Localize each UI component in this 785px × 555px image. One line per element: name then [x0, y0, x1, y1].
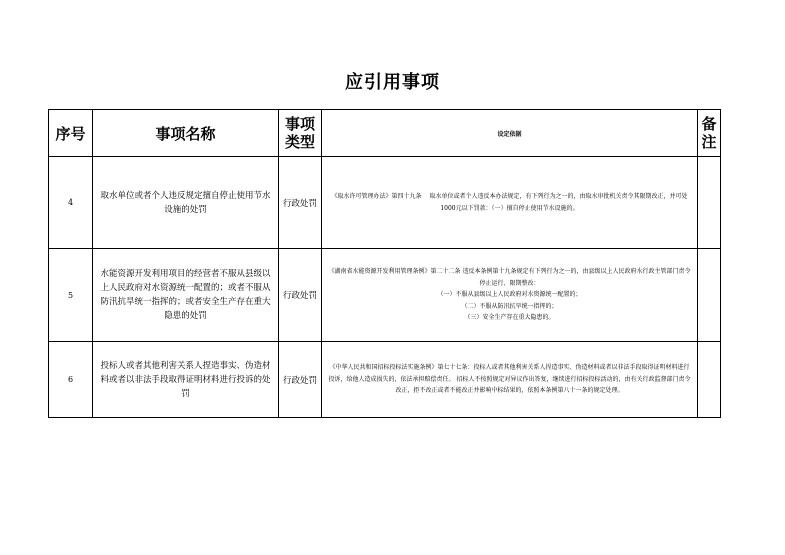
table-row — [49, 249, 721, 342]
header-note — [698, 110, 721, 157]
table-row — [49, 157, 721, 249]
row-name: 水能资源开发利用项目的经营者不服从县级以上人民政府对水资源统一配置的；或者不服从防汛抗旱统一指挥的；或者安全生产存在重大隐患的处罚 — [93, 249, 279, 342]
row-type: 行政处罚 — [279, 157, 322, 249]
header-note-line2: 注 — [701, 133, 717, 151]
header-note-line1: 备 — [701, 115, 717, 133]
row-basis — [322, 249, 698, 342]
row-name: 取水单位或者个人违反规定擅自停止使用节水设施的处罚 — [93, 157, 279, 249]
header-no: 序号 — [49, 110, 93, 157]
row-basis — [322, 157, 698, 249]
basis-line: （一）不服从县级以上人民政府对水资源统一配置的； — [437, 291, 582, 299]
header-type-line1: 事项 — [284, 115, 315, 133]
header-type — [279, 110, 322, 157]
header-basis: 设定依据 — [322, 110, 698, 157]
table-header-row — [49, 110, 721, 157]
row-basis — [322, 342, 698, 418]
row-note — [698, 342, 721, 418]
basis-line: （三）安全生产存在重大隐患的。 — [464, 314, 555, 322]
row-name: 投标人或者其他利害关系人捏造事实、伪造材料或者以非法手段取得证明材料进行投诉的处罚 — [93, 342, 279, 418]
header-name: 事项名称 — [93, 110, 279, 157]
basis-line: 《中华人民共和国招标投标法实施条例》第七十七条：投标人或者其他利害关系人捏造事实、伪造材料或者以非法手段取得证明材料进行投诉，给他人造成损失的，依法承担赔偿责任。 招标人不按照规定对异议作出答复，继续进行招标投标活动的，由有关行政监督部门责令改正，拒不改正或者不能改正并影响中标结果的，依照本条例第八十一条的规定处理。 — [328, 364, 691, 395]
row-no: 4 — [49, 157, 93, 249]
row-type: 行政处罚 — [279, 342, 322, 418]
page-title: 应引用事项 — [345, 72, 440, 93]
header-type-line2: 类型 — [284, 133, 315, 151]
basis-line: （二）不服从防汛抗旱统一指挥的； — [461, 302, 558, 310]
row-note — [698, 157, 721, 249]
matters-table — [48, 109, 721, 418]
basis-line: 《湖南省水能资源开发利用管理条例》第二十二条 违反本条例第十九条规定有下列行为之一的，由县级以上人民政府水行政主管部门责令停止运行、限期整改： — [328, 268, 691, 287]
table-row — [49, 342, 721, 418]
basis-line: 《取水许可管理办法》第四十九条 取水单位或者个人违反本办法规定，有下列行为之一的，由取水审批机关责令其限期改正，并可处1000元以下罚款：（一）擅自停止使用节水设施的。 — [331, 193, 688, 212]
row-type: 行政处罚 — [279, 249, 322, 342]
row-no: 5 — [49, 249, 93, 342]
row-note — [698, 249, 721, 342]
row-no: 6 — [49, 342, 93, 418]
